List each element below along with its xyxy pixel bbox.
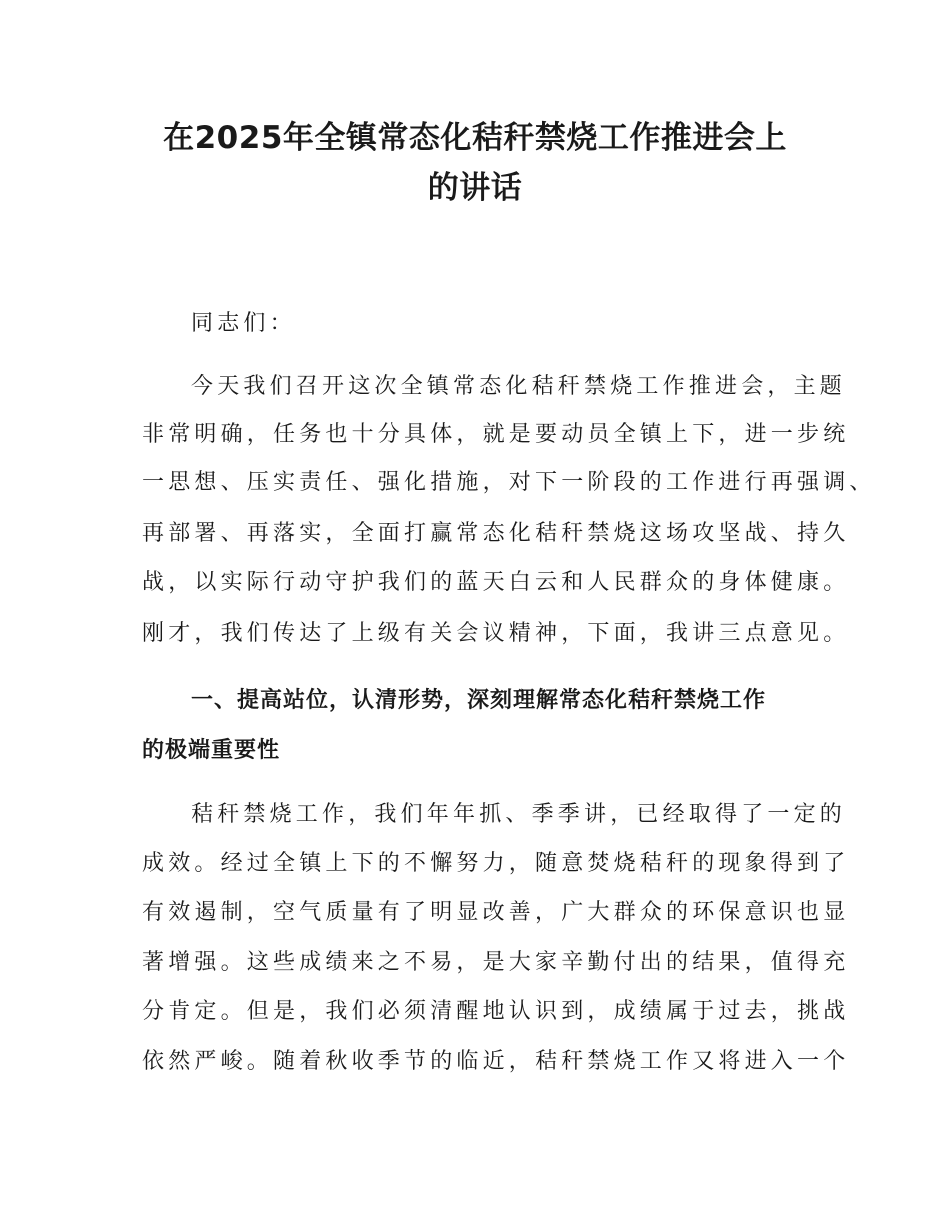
paragraph-1-line: 一思想、压实责任、强化措施，对下一阶段的工作进行再强调、 bbox=[142, 470, 876, 495]
paragraph-1-line: 非常明确，任务也十分具体，就是要动员全镇上下，进一步统 bbox=[142, 422, 850, 447]
paragraph-2-line: 分肯定。但是，我们必须清醒地认识到，成绩属于过去，挑战 bbox=[142, 999, 850, 1024]
paragraph-1-line: 战，以实际行动守护我们的蓝天白云和人民群众的身体健康。 bbox=[142, 570, 850, 595]
paragraph-2-line: 依然严峻。随着秋收季节的临近，秸秆禁烧工作又将进入一个 bbox=[142, 1049, 850, 1074]
paragraph-1-line: 今天我们召开这次全镇常态化秸秆禁烧工作推进会，主题 bbox=[191, 374, 847, 399]
section-1-heading-line-2: 的极端重要性 bbox=[142, 738, 281, 763]
paragraph-2-line: 成效。经过全镇上下的不懈努力，随意焚烧秸秆的现象得到了 bbox=[142, 851, 850, 876]
paragraph-1-line: 刚才，我们传达了上级有关会议精神，下面，我讲三点意见。 bbox=[142, 621, 850, 646]
paragraph-2-line: 有效遏制，空气质量有了明显改善，广大群众的环保意识也显 bbox=[142, 900, 850, 925]
paragraph-1-line: 再部署、再落实，全面打赢常态化秸秆禁烧这场攻坚战、持久 bbox=[142, 521, 850, 546]
section-1-heading-line-1: 一、提高站位，认清形势，深刻理解常态化秸秆禁烧工作 bbox=[191, 688, 767, 713]
paragraph-2-line: 秸秆禁烧工作，我们年年抓、季季讲，已经取得了一定的 bbox=[191, 802, 847, 827]
salutation: 同志们： bbox=[191, 311, 296, 336]
paragraph-2-line: 著增强。这些成绩来之不易，是大家辛勤付出的结果，值得充 bbox=[142, 950, 850, 975]
document-title-line-1: 在2025年全镇常态化秸秆禁烧工作推进会上 bbox=[163, 120, 787, 156]
document-title-line-2: 的讲话 bbox=[427, 170, 523, 206]
